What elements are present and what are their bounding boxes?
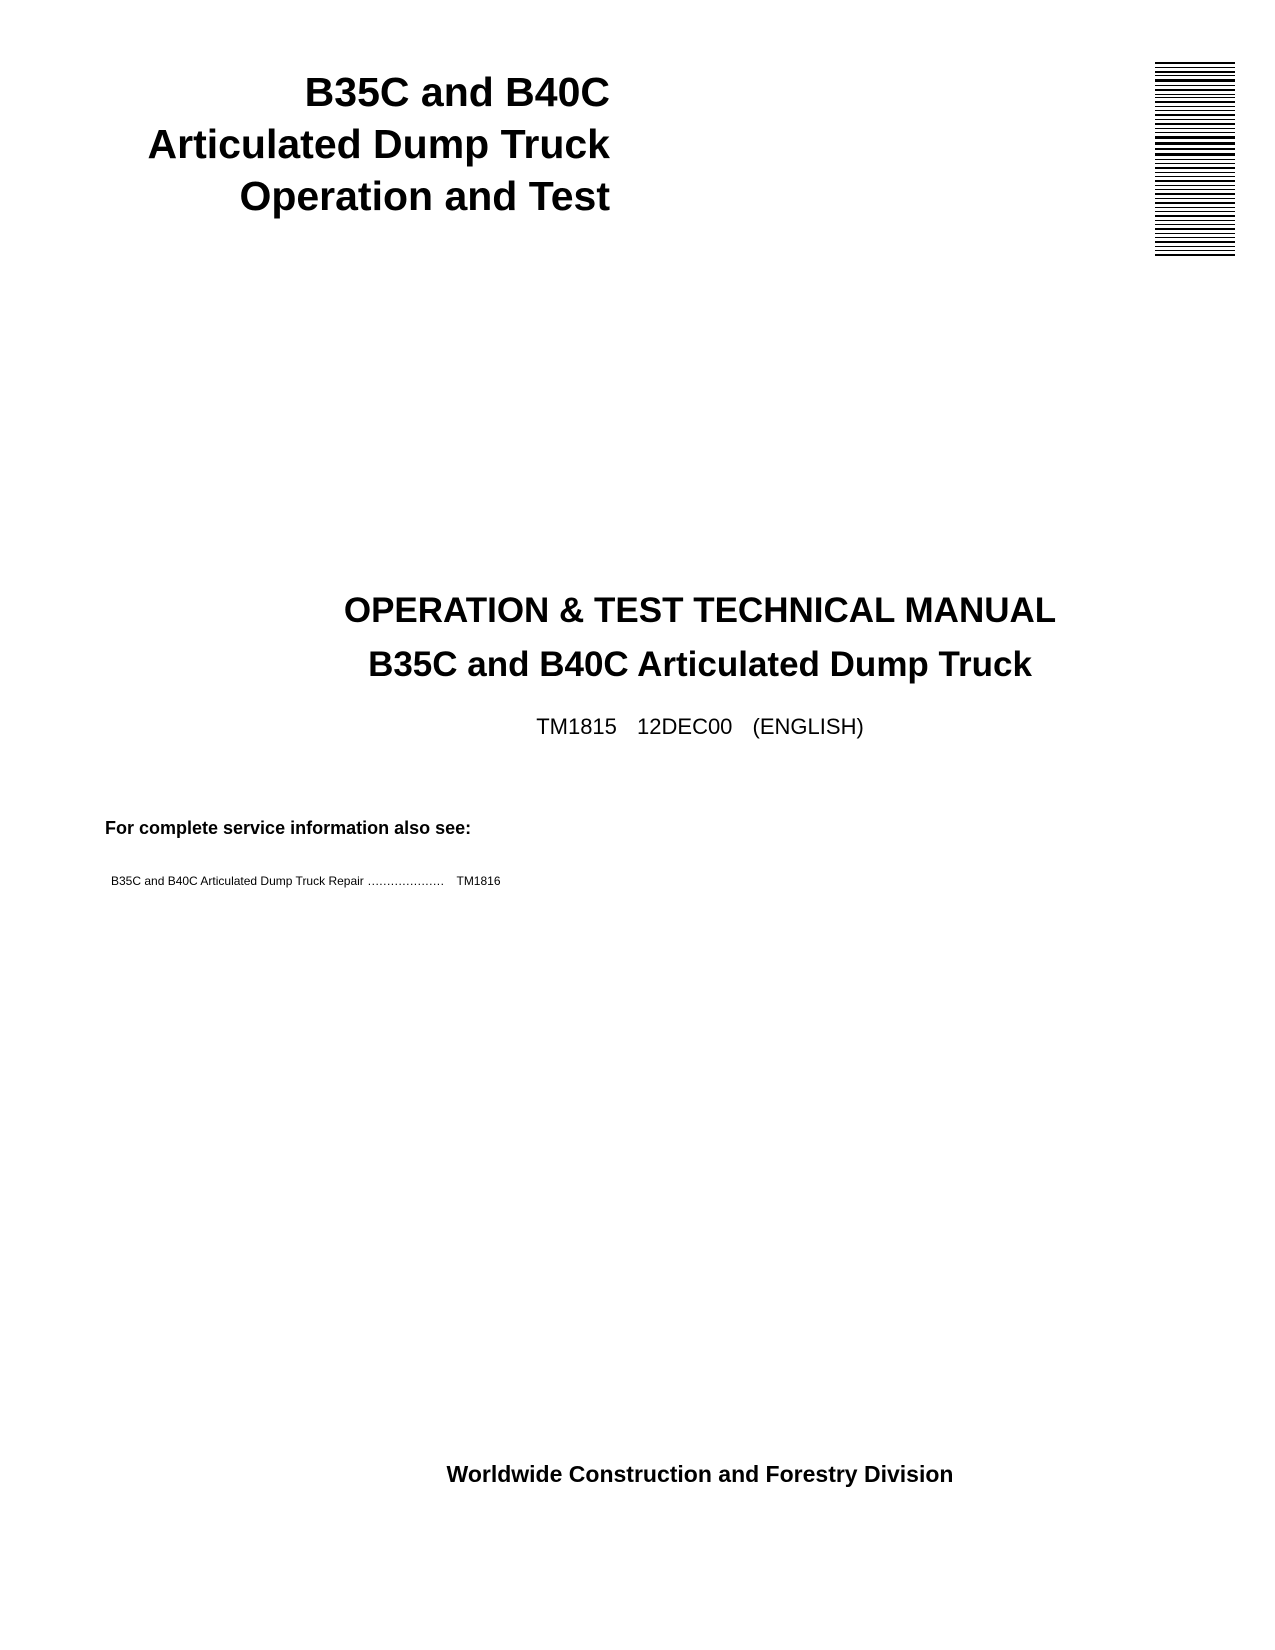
manual-date: 12DEC00: [637, 714, 733, 739]
manual-heading: OPERATION & TEST TECHNICAL MANUAL: [343, 591, 1057, 630]
cover-title: [60, 66, 610, 222]
footer-division: Worldwide Construction and Forestry Division: [446, 1461, 954, 1487]
manual-code: TM1815: [536, 714, 617, 739]
manual-language: (ENGLISH): [752, 714, 864, 739]
manual-subheading: B35C and B40C Articulated Dump Truck: [368, 645, 1032, 684]
see-also-heading: For complete service information also see:: [105, 818, 472, 838]
reference-title: B35C and B40C Articulated Dump Truck Repair: [111, 874, 364, 888]
manual-identifier: [250, 713, 1150, 741]
reference-leader: ....................: [367, 874, 445, 888]
reference-code: TM1816: [456, 874, 501, 888]
cover-title-line-3: Operation and Test: [239, 173, 610, 219]
cover-title-line-1: B35C and B40C: [304, 69, 610, 115]
cover-title-line-2: Articulated Dump Truck: [147, 121, 610, 167]
reference-row: [111, 873, 561, 889]
barcode-icon: [1155, 62, 1235, 256]
